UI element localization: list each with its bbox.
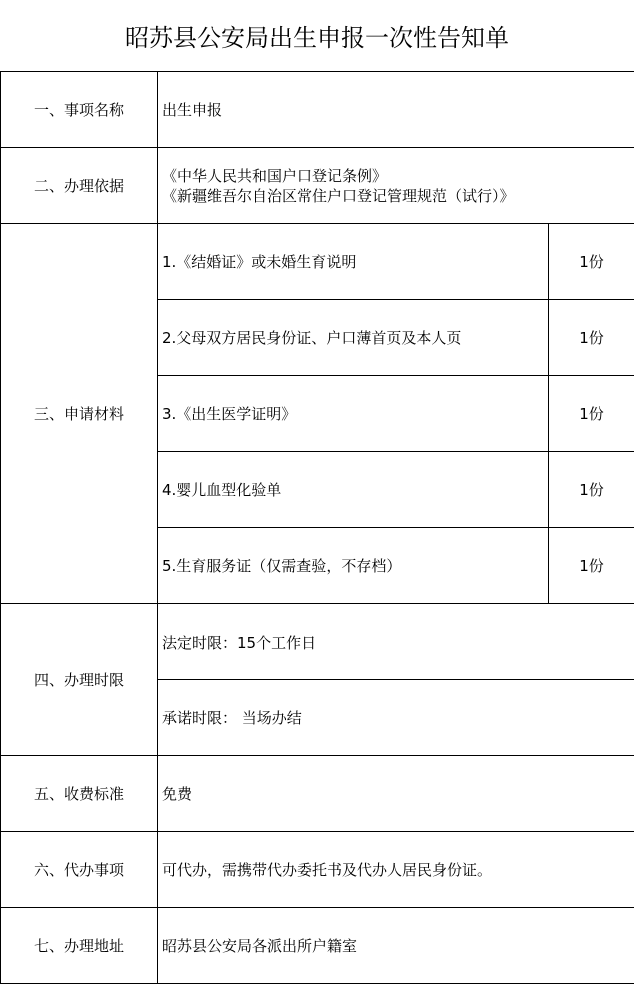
- notice-table: [0, 71, 634, 984]
- page-title: 昭苏县公安局出生申报一次性告知单: [0, 0, 634, 71]
- basis-label: 二、办理依据: [1, 148, 158, 224]
- item-name-label: 一、事项名称: [1, 72, 158, 148]
- row-fee: [1, 756, 634, 832]
- row-agent: [1, 832, 634, 908]
- time-limit-label: 四、办理时限: [1, 604, 158, 756]
- material-row: [1, 224, 634, 300]
- material-count: 1份: [549, 376, 634, 452]
- material-text: 2.父母双方居民身份证、户口薄首页及本人页: [158, 300, 549, 376]
- address-value: 昭苏县公安局各派出所户籍室: [158, 908, 634, 984]
- fee-value: 免费: [158, 756, 634, 832]
- agent-label: 六、代办事项: [1, 832, 158, 908]
- row-time-limit-legal: [1, 604, 634, 680]
- material-count: 1份: [549, 452, 634, 528]
- material-count: 1份: [549, 224, 634, 300]
- basis-line: 《新疆维吾尔自治区常住户口登记管理规范（试行）》: [162, 186, 634, 206]
- fee-label: 五、收费标准: [1, 756, 158, 832]
- material-text: 5.生育服务证（仅需查验，不存档）: [158, 528, 549, 604]
- legal-time-limit: 法定时限：15个工作日: [158, 604, 634, 680]
- materials-label: 三、申请材料: [1, 224, 158, 604]
- material-text: 3.《出生医学证明》: [158, 376, 549, 452]
- item-name-value: 出生申报: [158, 72, 634, 148]
- basis-line: 《中华人民共和国户口登记条例》: [162, 166, 634, 186]
- material-count: 1份: [549, 528, 634, 604]
- agent-value: 可代办，需携带代办委托书及代办人居民身份证。: [158, 832, 634, 908]
- row-address: [1, 908, 634, 984]
- promised-time-limit: 承诺时限： 当场办结: [158, 680, 634, 756]
- address-label: 七、办理地址: [1, 908, 158, 984]
- basis-value: [158, 148, 634, 224]
- row-item-name: [1, 72, 634, 148]
- material-text: 4.婴儿血型化验单: [158, 452, 549, 528]
- material-count: 1份: [549, 300, 634, 376]
- material-text: 1.《结婚证》或未婚生育说明: [158, 224, 549, 300]
- row-basis: [1, 148, 634, 224]
